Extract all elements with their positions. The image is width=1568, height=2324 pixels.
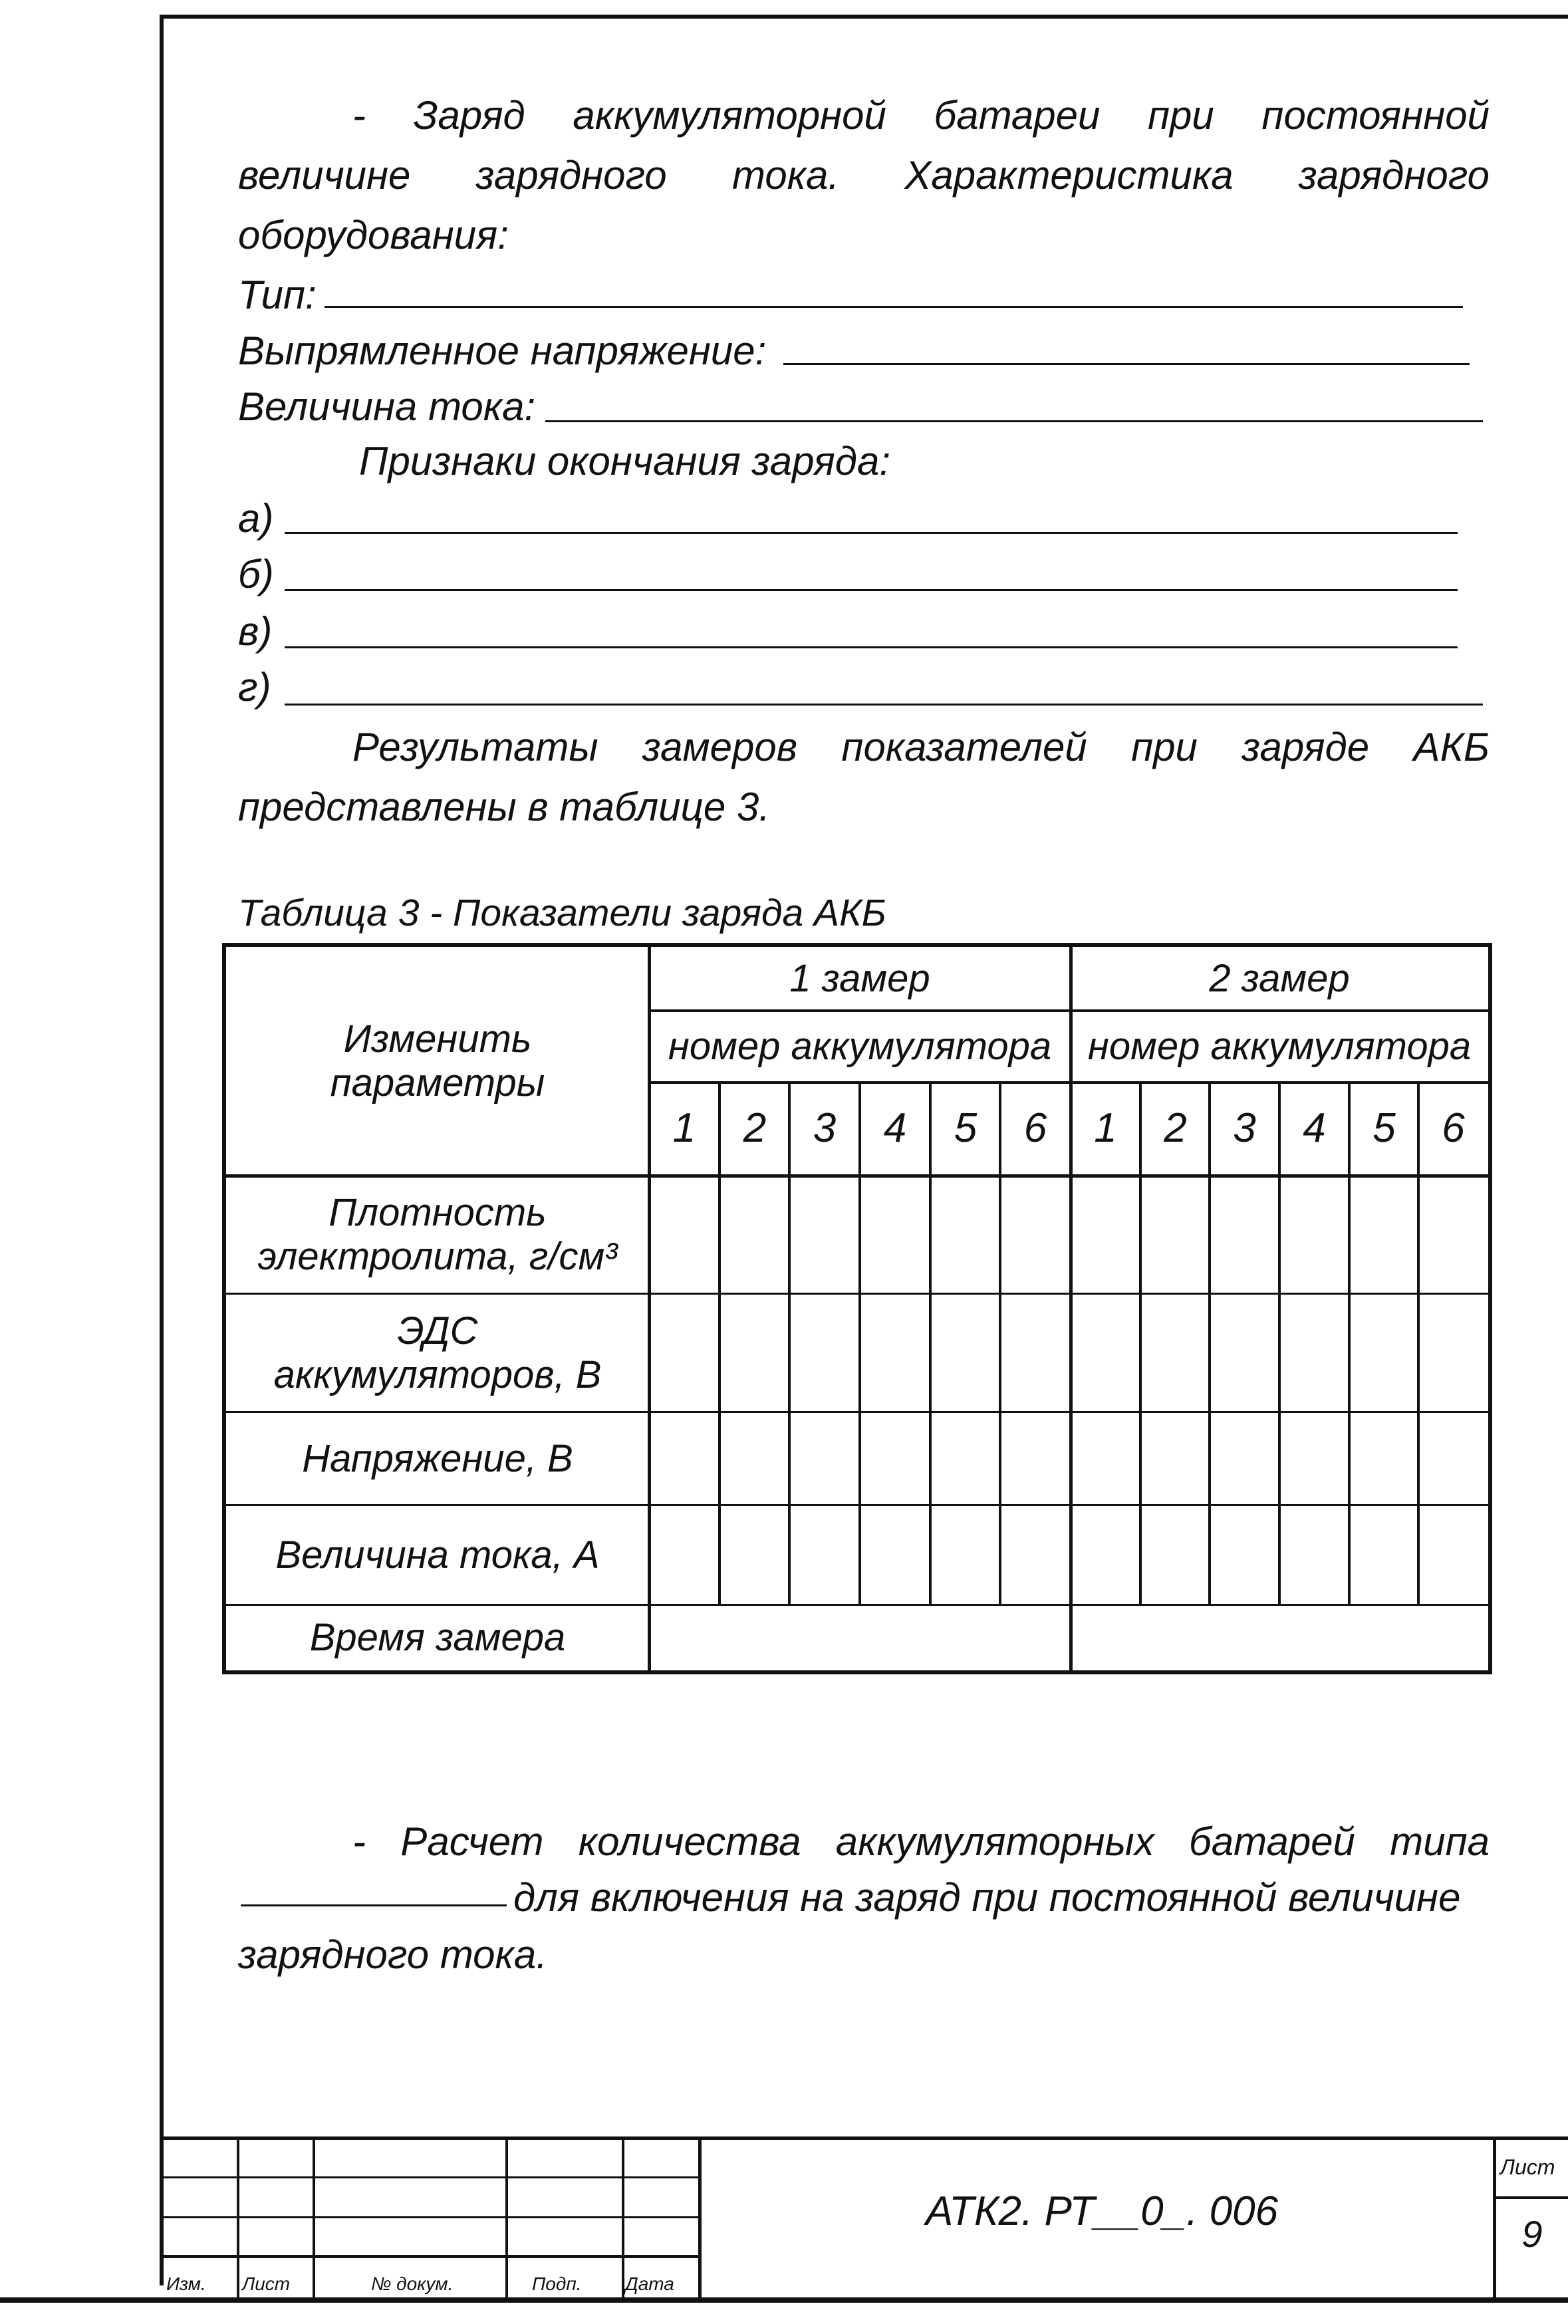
stamp-date: Дата	[625, 2273, 674, 2294]
param-header: Изменить параметры	[330, 1017, 545, 1104]
battery-type-field-line[interactable]	[241, 1904, 507, 1906]
section1-line2: величине зарядного тока. Характеристика зарядного	[238, 153, 1490, 197]
sub-header-1: номер аккумулятора	[668, 1025, 1052, 1068]
results-line1: Результаты замеров показателей при заряде АКБ	[352, 725, 1490, 769]
voltage-field-line[interactable]	[783, 363, 1470, 365]
section1-line1: - Заряд аккумуляторной батареи при постоянной	[352, 93, 1490, 138]
stamp-sheet-label: Лист	[1500, 2155, 1555, 2179]
stamp-izm: Изм.	[166, 2273, 206, 2294]
sign-item-a-label: а)	[238, 496, 274, 541]
current-field-line[interactable]	[545, 420, 1483, 422]
sign-item-c-line[interactable]	[285, 646, 1458, 648]
group-header-2: 2 замер	[1209, 957, 1350, 1000]
table-caption: Таблица 3 - Показатели заряда АКБ	[238, 892, 886, 934]
battery-number-1-1: 1	[672, 1105, 696, 1151]
sign-item-d-label: г)	[238, 665, 271, 710]
stamp-sign: Подп.	[532, 2273, 582, 2294]
results-line2: представлены в таблице 3.	[238, 785, 770, 829]
section2-line2: для включения на заряд при постоянной величине	[513, 1875, 1461, 1920]
section1-line3: оборудования:	[238, 213, 509, 257]
signs-title: Признаки окончания заряда:	[359, 439, 891, 483]
sign-item-b-label: б)	[238, 552, 274, 596]
type-field-line[interactable]	[325, 306, 1463, 308]
row-label-density: Плотность электролита, г/см³	[257, 1191, 618, 1278]
current-label: Величина тока:	[238, 384, 536, 429]
battery-number-1-4: 4	[883, 1105, 907, 1151]
sign-item-c-label: в)	[238, 609, 273, 654]
type-label: Тип:	[238, 273, 317, 317]
sub-header-2: номер аккумулятора	[1087, 1025, 1472, 1068]
stamp-sheet-number: 9	[1521, 2213, 1543, 2255]
charge-table	[222, 943, 1492, 1674]
battery-number-2-1: 1	[1094, 1105, 1117, 1151]
group-header-1: 1 замер	[789, 957, 930, 1000]
row-label-voltage: Напряжение, В	[302, 1437, 573, 1480]
sign-item-b-line[interactable]	[285, 589, 1458, 591]
battery-number-2-3: 3	[1233, 1105, 1256, 1151]
row-label-time: Время замера	[309, 1616, 566, 1659]
battery-number-1-3: 3	[813, 1105, 837, 1151]
battery-number-1-2: 2	[743, 1105, 767, 1151]
battery-number-2-5: 5	[1372, 1105, 1396, 1151]
section2-line1: - Расчет количества аккумуляторных батарей типа	[352, 1819, 1490, 1864]
battery-number-1-6: 6	[1023, 1105, 1047, 1151]
stamp-list: Лист	[242, 2273, 291, 2294]
battery-number-2-4: 4	[1303, 1105, 1326, 1151]
row-label-emf: ЭДС аккумуляторов, В	[273, 1309, 602, 1396]
sign-item-d-line[interactable]	[285, 704, 1483, 706]
voltage-label: Выпрямленное напряжение:	[238, 328, 767, 373]
battery-number-1-5: 5	[954, 1105, 978, 1151]
battery-number-2-6: 6	[1442, 1105, 1465, 1151]
battery-number-2-2: 2	[1164, 1105, 1187, 1151]
stamp-doc-no: № докум.	[371, 2273, 454, 2294]
section2-line3: зарядного тока.	[238, 1932, 547, 1977]
sign-item-a-line[interactable]	[285, 532, 1458, 534]
row-label-current: Величина тока, А	[275, 1533, 600, 1577]
document-code: АТК2. РТ__0_. 006	[925, 2188, 1279, 2234]
